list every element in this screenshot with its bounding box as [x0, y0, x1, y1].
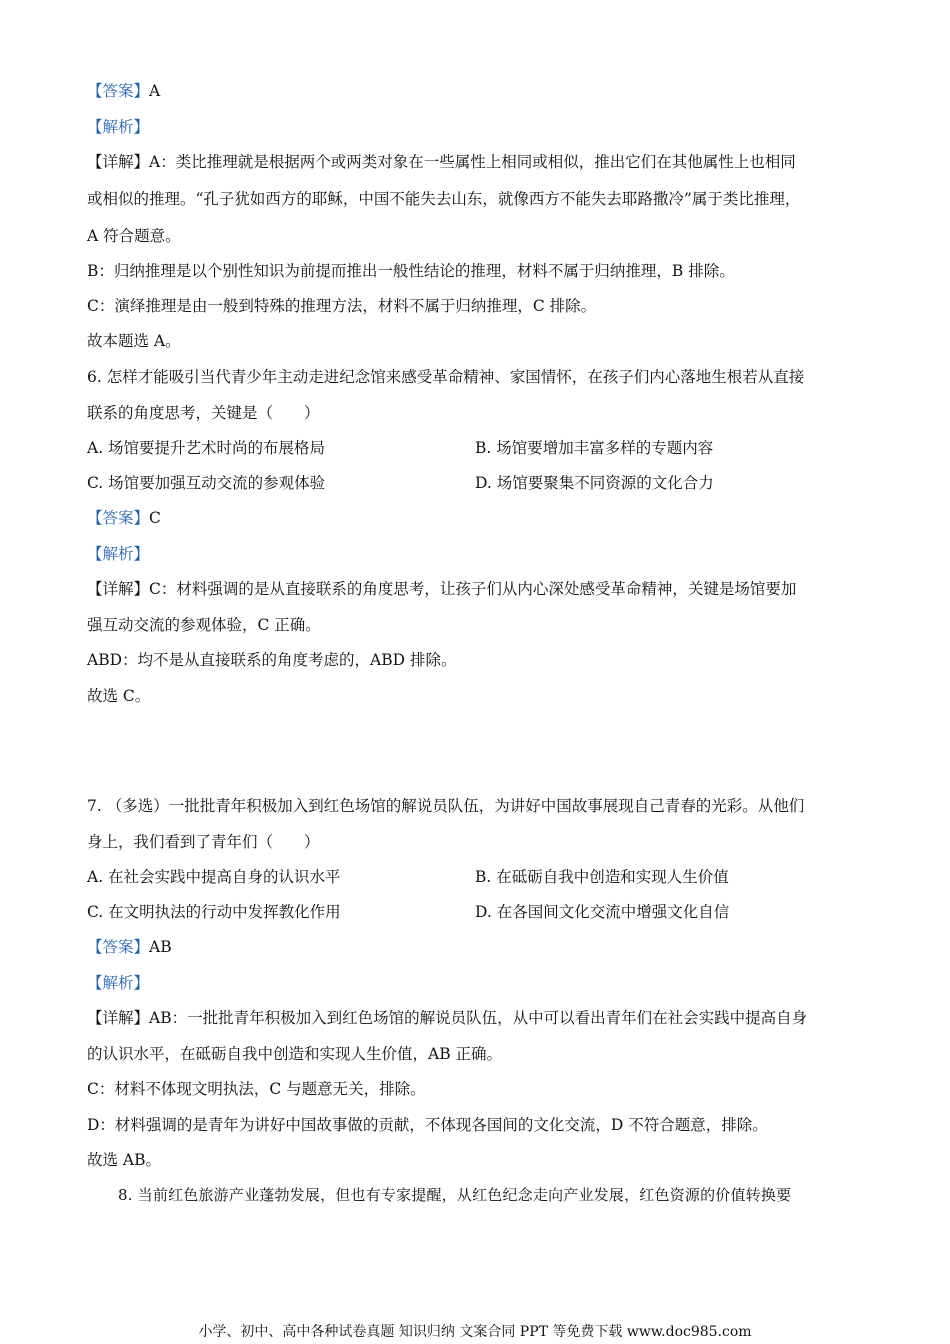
- q6-option-d: D. 场馆要聚集不同资源的文化合力: [475, 474, 714, 492]
- q7-line-d: D：材料强调的是青年为讲好中国故事做的贡献，不体现各国间的文化交流，D 不符合题意，排除。: [87, 1116, 768, 1134]
- detail-tag: 【详解】: [87, 580, 150, 598]
- q6-stem-line-1: 6. 怎样才能吸引当代青少年主动走进纪念馆来感受革命精神、家国情怀，在孩子们内心落地生根若从直接: [87, 368, 805, 386]
- q6-answer-line: [87, 508, 161, 528]
- page-footer: 小学、初中、高中各种试卷真题 知识归纳 文案合同 PPT 等免费下载 www.doc985.com: [198, 1324, 752, 1340]
- q6-stem-line-2: 联系的角度思考，关键是（ ）: [87, 404, 320, 422]
- q6-detail-line-1: [87, 579, 796, 599]
- detail-tag: 【详解】: [87, 153, 150, 171]
- detail-tag: 【详解】: [87, 1009, 150, 1027]
- answer-value: C: [149, 509, 161, 527]
- q5-detail-line-3: A 符合题意。: [87, 227, 181, 245]
- q7-detail-line-2: 的认识水平，在砥砺自我中创造和实现人生价值，AB 正确。: [87, 1045, 503, 1063]
- q6-detail-line-2: 强互动交流的参观体验，C 正确。: [87, 616, 321, 634]
- detail-text: C：材料强调的是从直接联系的角度思考，让孩子们从内心深处感受革命精神，关键是场馆要加: [149, 580, 797, 598]
- q7-answer-line: [87, 937, 172, 957]
- q8-stem-line-1: 8. 当前红色旅游产业蓬勃发展，但也有专家提醒，从红色纪念走向产业发展，红色资源的价值转换要: [118, 1186, 792, 1204]
- q7-stem-line-1: 7. （多选）一批批青年积极加入到红色场馆的解说员队伍，为讲好中国故事展现自己青春的光彩。从他们: [87, 797, 805, 815]
- q5-detail-line-1: [87, 152, 796, 172]
- answer-tag: 【答案】: [87, 82, 150, 100]
- answer-tag: 【答案】: [87, 938, 150, 956]
- q7-option-b: B. 在砥砺自我中创造和实现人生价值: [475, 868, 729, 886]
- q7-stem-line-2: 身上，我们看到了青年们（ ）: [87, 833, 320, 851]
- q6-analysis-tag: 【解析】: [87, 545, 150, 563]
- q7-detail-line-1: [87, 1008, 807, 1028]
- answer-value: AB: [149, 938, 172, 956]
- q5-analysis-tag: 【解析】: [87, 118, 150, 136]
- detail-text: A：类比推理就是根据两个或两类对象在一些属性上相同或相似，推出它们在其他属性上也相同: [149, 153, 796, 171]
- q5-line-c: C：演绎推理是由一般到特殊的推理方法，材料不属于归纳推理，C 排除。: [87, 297, 597, 315]
- q7-option-a: A. 在社会实践中提高自身的认识水平: [87, 868, 341, 886]
- q5-conclusion: 故本题选 A。: [87, 332, 181, 350]
- q7-line-c: C：材料不体现文明执法，C 与题意无关，排除。: [87, 1080, 426, 1098]
- q7-option-c: C. 在文明执法的行动中发挥教化作用: [87, 903, 341, 921]
- answer-tag: 【答案】: [87, 509, 150, 527]
- detail-text: AB：一批批青年积极加入到红色场馆的解说员队伍，从中可以看出青年们在社会实践中提高自身: [149, 1009, 808, 1027]
- q6-conclusion: 故选 C。: [87, 687, 151, 705]
- q6-option-b: B. 场馆要增加丰富多样的专题内容: [475, 439, 714, 457]
- q7-conclusion: 故选 AB。: [87, 1151, 162, 1169]
- q5-detail-line-2: 或相似的推理。“孔子犹如西方的耶稣，中国不能失去山东，就像西方不能失去耶路撒冷”属于类比推理，: [87, 190, 801, 208]
- q7-analysis-tag: 【解析】: [87, 974, 150, 992]
- q6-option-c: C. 场馆要加强互动交流的参观体验: [87, 474, 326, 492]
- q5-line-b: B：归纳推理是以个别性知识为前提而推出一般性结论的推理，材料不属于归纳推理，B 排除。: [87, 262, 735, 280]
- q7-option-d: D. 在各国间文化交流中增强文化自信: [475, 903, 730, 921]
- q6-option-a: A. 场馆要提升艺术时尚的布展格局: [87, 439, 326, 457]
- q5-answer-line: [87, 81, 160, 101]
- q6-line-abd: ABD：均不是从直接联系的角度考虑的，ABD 排除。: [87, 651, 457, 669]
- answer-value: A: [149, 82, 161, 100]
